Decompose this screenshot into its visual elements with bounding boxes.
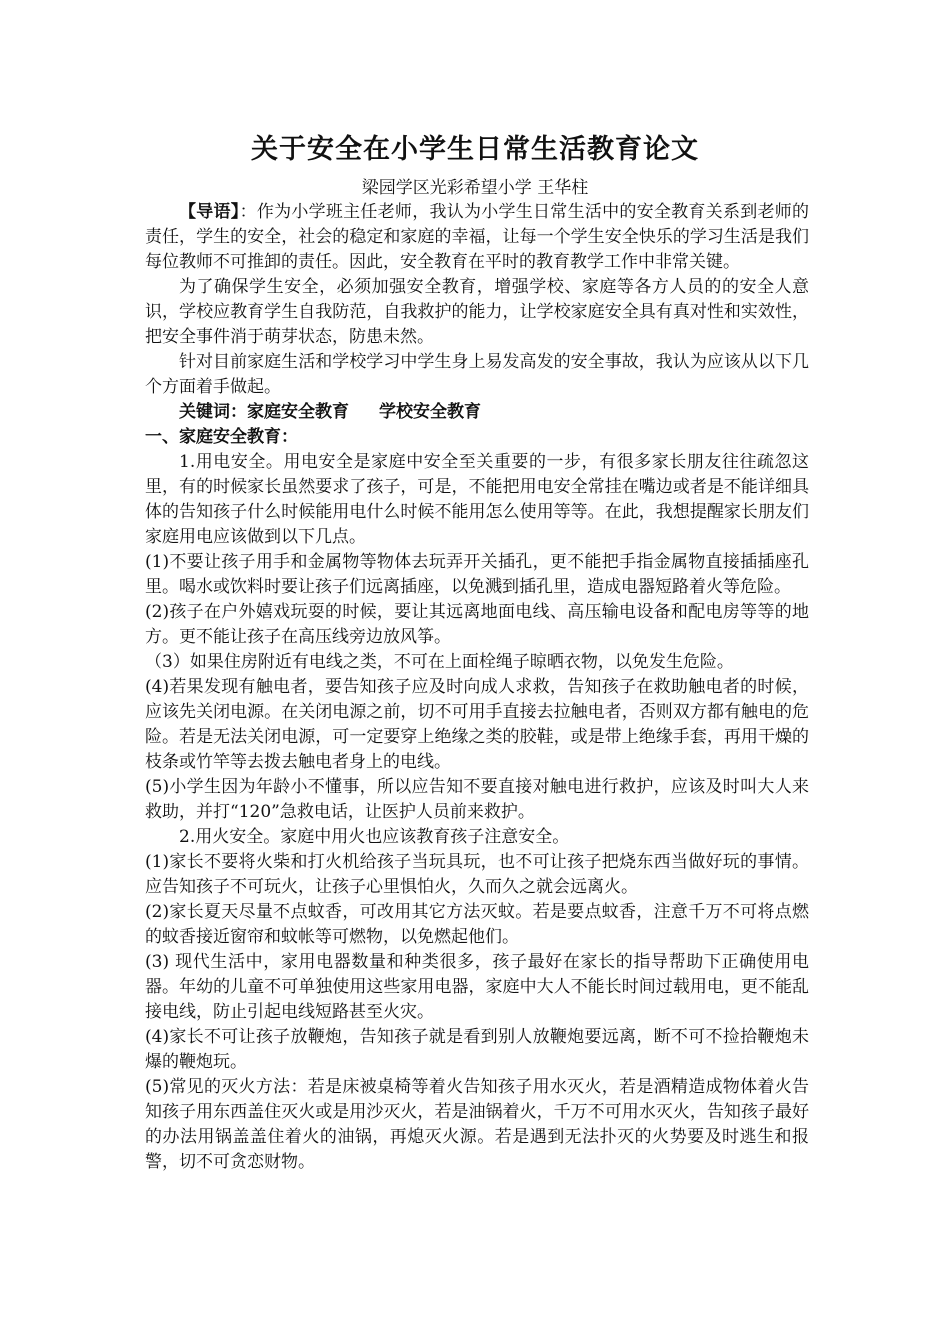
fire-item: (2)家长夏天尽量不点蚊香，可改用其它方法灭蚊。若是要点蚊香，注意千万不可将点燃的蚊香接近窗帘和蚊帐等可燃物，以免燃起他们。: [145, 902, 809, 947]
intro-paragraph: [145, 200, 809, 275]
paragraph-aspects: 针对目前家庭生活和学校学习中学生身上易发高发的安全事故，我认为应该从以下几个方面着手做起。: [145, 352, 809, 397]
fire-safety-paragraph: 2.用火安全。家庭中用火也应该教育孩子注意安全。: [179, 827, 570, 847]
electric-item: (4)若果发现有触电者，要告知孩子应及时向成人求救，告知孩子在救助触电者的时候，应该先关闭电源。在关闭电源之前，切不可用手直接去拉触电者，否则双方都有触电的危险。若是无法关闭电源，可一定要穿上绝缘之类的胶鞋，或是带上绝缘手套，再用干燥的枝条或竹竿等去拨去触电者身上的电线。: [145, 677, 809, 772]
section-heading-family: 一、家庭安全教育：: [145, 427, 298, 447]
paragraph-safety-awareness: 为了确保学生安全，必须加强安全教育，增强学校、家庭等各方人员的的安全人意识，学校应教育学生自我防范，自我救护的能力，让学校家庭安全具有真对性和实效性，把安全事件消于萌芽状态，防患未然。: [145, 277, 809, 347]
fire-item: (3) 现代生活中，家用电器数量和种类很多，孩子最好在家长的指导帮助下正确使用电器。年幼的儿童不可单独使用这些家用电器，家庭中大人不能长时间过载用电，更不能乱接电线，防止引起电线短路甚至火灾。: [145, 952, 809, 1022]
fire-item: (1)家长不要将火柴和打火机给孩子当玩具玩，也不可让孩子把烧东西当做好玩的事情。应告知孩子不可玩火，让孩子心里惧怕火，久而久之就会远离火。: [145, 852, 809, 897]
keywords-line: [145, 400, 809, 425]
document-body: [145, 200, 809, 1175]
author-line: 梁园学区光彩希望小学 王华柱: [361, 178, 589, 198]
keywords-second: 学校安全教育: [379, 402, 481, 422]
fire-item: (4)家长不可让孩子放鞭炮，告知孩子就是看到别人放鞭炮要远离，断不可不捡拾鞭炮未爆的鞭炮玩。: [145, 1027, 809, 1072]
electric-safety-paragraph: 1.用电安全。用电安全是家庭中安全至关重要的一步，有很多家长朋友往往疏忽这里，有的时候家长虽然要求了孩子，可是，不能把用电安全常挂在嘴边或者是不能详细具体的告知孩子什么时候能用电什么时候不能用怎么使用等等。在此，我想提醒家长朋友们家庭用电应该做到以下几点。: [145, 452, 809, 547]
electric-item: (2)孩子在户外嬉戏玩耍的时候，要让其远离地面电线、高压输电设备和配电房等等的地方。更不能让孩子在高压线旁边放风筝。: [145, 602, 809, 647]
intro-text: ：作为小学班主任老师，我认为小学生日常生活中的安全教育关系到老师的责任，学生的安全，社会的稳定和家庭的幸福，让每一个学生安全快乐的学习生活是我们每位教师不可推卸的责任。因此，安全教育在平时的教育教学工作中非常关键。: [145, 202, 810, 272]
electric-item: （3）如果住房附近有电线之类，不可在上面栓绳子晾晒衣物，以免发生危险。: [145, 652, 734, 672]
page-title: 关于安全在小学生日常生活教育论文: [251, 134, 699, 165]
electric-item: (1)不要让孩子用手和金属物等物体去玩弄开关插孔，更不能把手指金属物直接插插座孔里。喝水或饮料时要让孩子们远离插座，以免溅到插孔里，造成电器短路着火等危险。: [145, 552, 809, 597]
fire-item: (5)常见的灭火方法：若是床被桌椅等着火告知孩子用水灭火，若是酒精造成物体着火告知孩子用东西盖住灭火或是用沙灭火，若是油锅着火，千万不可用水灭火，告知孩子最好的办法用锅盖盖住着火的油锅，再熄灭火源。若是遇到无法扑灭的火势要及时逃生和报警，切不可贪恋财物。: [145, 1077, 809, 1172]
keywords-label: 关键词：家庭安全教育: [179, 402, 349, 422]
intro-label: 【导语】: [179, 202, 240, 222]
electric-item: (5)小学生因为年龄小不懂事，所以应告知不要直接对触电进行救护，应该及时叫大人来救助，并打“120”急救电话，让医护人员前来救护。: [145, 777, 809, 822]
